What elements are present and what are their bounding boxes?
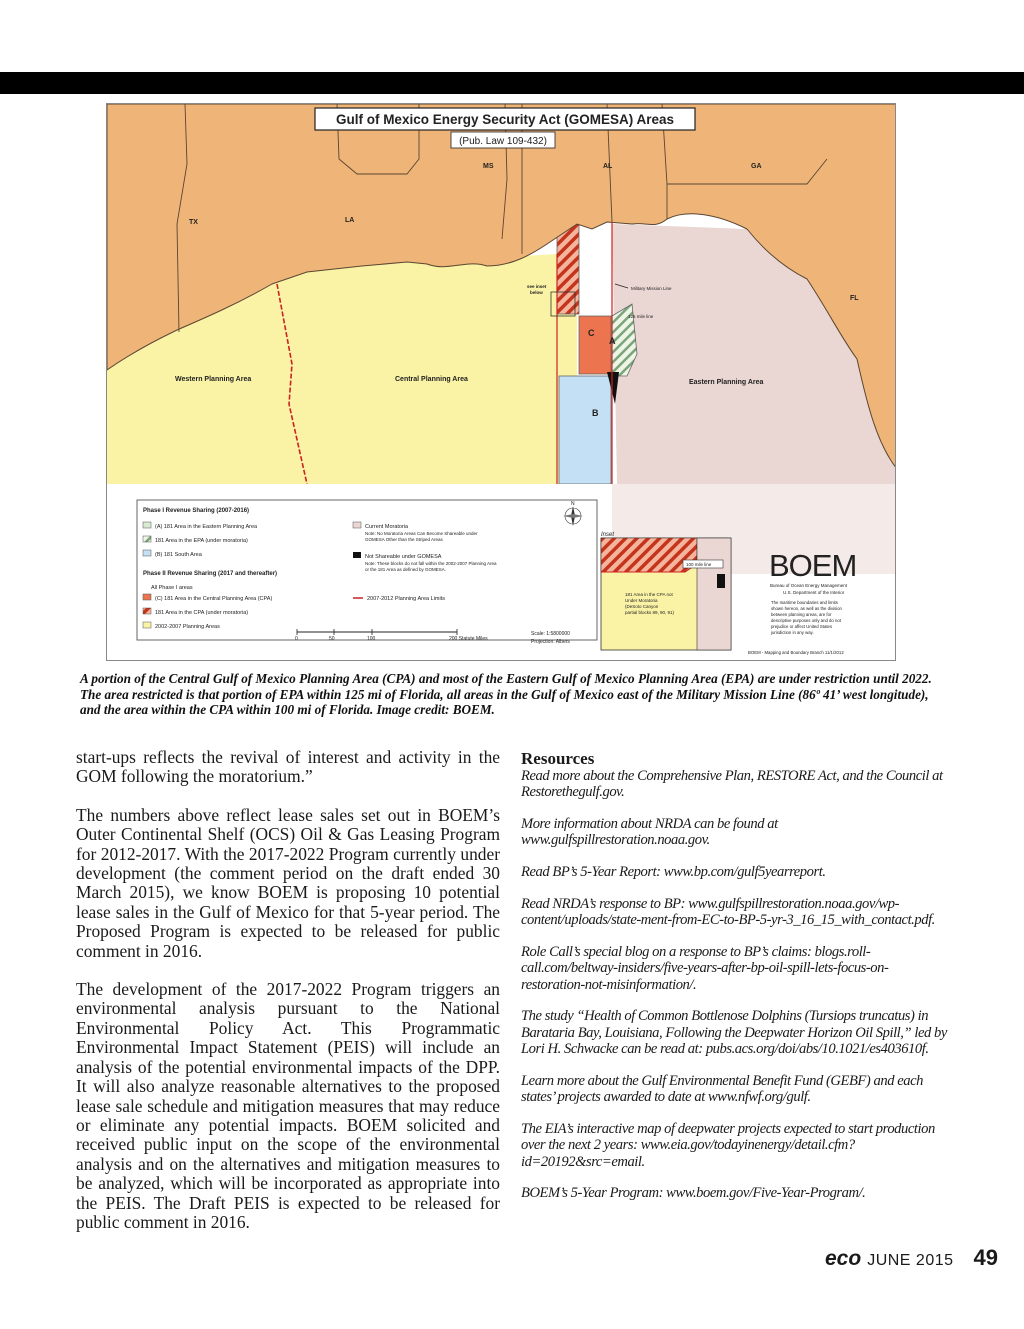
svg-text:shown hereon, as well as the d: shown hereon, as well as the division: [771, 606, 842, 611]
svg-text:(DeSoto Canyon: (DeSoto Canyon: [625, 604, 659, 609]
boem-logo: BOEM: [769, 548, 857, 583]
svg-text:(A) 181 Area in the Eastern Pl: (A) 181 Area in the Eastern Planning Area: [155, 524, 258, 530]
svg-text:2002-2007 Planning Areas: 2002-2007 Planning Areas: [155, 624, 220, 630]
top-black-bar: [0, 72, 1024, 94]
svg-text:prejudice or affect United Sta: prejudice or affect United States: [771, 624, 833, 629]
svg-text:Bureau of Ocean Energy Managem: Bureau of Ocean Energy Management: [770, 583, 848, 588]
state-ga: GA: [751, 163, 762, 170]
svg-text:N: N: [571, 501, 575, 507]
svg-text:Phase II Revenue Sharing (2017: Phase II Revenue Sharing (2017 and thereafter): [143, 571, 278, 577]
resources-heading: Resources: [521, 749, 595, 768]
see-inset-note: see inset: [527, 284, 547, 289]
svg-text:All Phase I areas: All Phase I areas: [151, 585, 193, 591]
state-la: LA: [345, 217, 355, 224]
svg-text:between planning areas, are fo: between planning areas, are for: [771, 612, 832, 617]
svg-text:jurisdiction in any way.: jurisdiction in any way.: [771, 630, 814, 635]
svg-text:BOEM - Mapping and Boundary Br: BOEM - Mapping and Boundary Branch 11/1/2012: [748, 650, 844, 655]
state-fl: FL: [850, 295, 859, 302]
map-caption: A portion of the Central Gulf of Mexico Planning Area (CPA) and most of the Eastern Gulf of Mexico Planning Area (EPA) are under restriction until 2022. The area restricted is that portion of EPA within 125 mi of Florida, all areas in the Gulf of Mexico east of the Military Mission Line (86º 41’ west longitude), and the area within the CPA within 100 mi of Florida. Image credit: BOEM.: [80, 671, 932, 717]
svg-text:The maritime boundaries and li: The maritime boundaries and limits: [771, 600, 838, 605]
area-c: [579, 316, 611, 374]
svg-text:100 mile line: 100 mile line: [686, 562, 712, 567]
label-western-planning: Western Planning Area: [175, 376, 252, 383]
svg-text:0: 0: [295, 636, 298, 642]
resource-item[interactable]: The study “Health of Common Bottlenose Dolphins (Tursiops truncatus) in Barataria Bay, Louisiana, Following the Deepwater Horizon Oil Spill,” led by Lori H. Schwacke can be read at: pubs.acs.org/doi/abs/10.1021/es403610f.: [521, 1008, 947, 1058]
issue-date: JUNE 2015: [867, 1252, 954, 1269]
resource-item[interactable]: Read NRDA’s response to BP: www.gulfspillrestoration.noaa.gov/wp-content/uploads/state-ment-from-EC-to-BP-5-yr-3_16_15_with_contact.pdf.: [521, 895, 935, 929]
svg-text:Under Moratoria: Under Moratoria: [625, 598, 658, 603]
article-paragraph: The numbers above reflect lease sales set out in BOEM’s Outer Continental Shelf (OCS) Oil & Gas Leasing Program for 2012-2017. With the 2017-2022 Program currently under development (the comment period on the draft ended 30 March 2015), we know BOEM is proposing 10 potential lease sales in the Gulf of Mexico for that 5-year period. The Proposed Program is expected to be released for public comment in 2016.: [76, 804, 500, 961]
resource-item[interactable]: The EIA’s interactive map of deepwater projects expected to start production over the next 2 years: www.eia.gov/todayinenergy/detail.cfm?id=20192&src=email.: [521, 1120, 935, 1170]
svg-text:partial blocks 89, 90, 91): partial blocks 89, 90, 91): [625, 610, 675, 615]
area-b: [559, 376, 611, 484]
resource-item[interactable]: Read BP’s 5-Year Report: www.bp.com/gulf5yearreport.: [521, 864, 826, 881]
military-line-label: Military Mission Line: [631, 286, 672, 291]
gomesa-map: [106, 103, 896, 661]
article-paragraph: start-ups reflects the revival of interest and activity in the GOM following the moratorium.”: [76, 747, 500, 787]
resource-item[interactable]: Learn more about the Gulf Environmental Benefit Fund (GEBF) and each states’ projects awarded to date at www.nfwf.org/gulf.: [521, 1072, 923, 1106]
map-inset: [601, 538, 731, 650]
state-tx: TX: [189, 219, 198, 226]
svg-text:Inset: Inset: [601, 532, 615, 538]
label-c: C: [588, 328, 595, 338]
125-mile-line-label: 125 mile line: [628, 314, 654, 319]
svg-text:Note: These blocks do not fall: Note: These blocks do not fall within the 2002-2007 Planning Area: [365, 561, 497, 566]
resource-item[interactable]: Read more about the Comprehensive Plan, RESTORE Act, and the Council at Restorethegulf.gov.: [521, 768, 943, 801]
svg-text:2007-2012 Planning Area Limits: 2007-2012 Planning Area Limits: [367, 596, 445, 602]
svg-text:181 Area in the EPA (under mor: 181 Area in the EPA (under moratoria): [155, 538, 248, 544]
svg-text:(B) 181 South Area: (B) 181 South Area: [155, 552, 202, 558]
svg-text:Current Moratoria: Current Moratoria: [365, 524, 409, 530]
resources-sidebar: [521, 750, 949, 1217]
svg-text:GOMESA Other than the Striped: GOMESA Other than the Striped Areas: [365, 537, 443, 542]
svg-text:U.S. Department of the Interio: U.S. Department of the Interior: [783, 590, 845, 595]
page-number: 49: [973, 1245, 998, 1270]
svg-text:181 Area in the CPA not: 181 Area in the CPA not: [625, 592, 673, 597]
label-eastern-planning: Eastern Planning Area: [689, 379, 764, 386]
magazine-logo: eco: [825, 1247, 862, 1270]
svg-text:100: 100: [367, 636, 376, 642]
svg-text:200 Statute Miles: 200 Statute Miles: [449, 636, 488, 642]
svg-text:Phase I Revenue Sharing (2007-: Phase I Revenue Sharing (2007-2016): [143, 508, 250, 514]
page-footer: [825, 1245, 998, 1271]
svg-text:below: below: [530, 290, 543, 295]
state-ms: MS: [483, 163, 494, 170]
label-a: A: [609, 336, 616, 346]
map-subtitle: (Pub. Law 109-432): [459, 136, 547, 147]
map-title: Gulf of Mexico Energy Security Act (GOMESA) Areas: [335, 112, 675, 127]
resource-item[interactable]: More information about NRDA can be found at www.gulfspillrestoration.noaa.gov.: [521, 816, 778, 849]
label-central-planning: Central Planning Area: [395, 376, 468, 383]
state-al: AL: [603, 163, 613, 170]
svg-text:Not Shareable under GOMESA: Not Shareable under GOMESA: [365, 554, 442, 560]
cpa-moratoria-stripe: [557, 224, 579, 314]
article-body: [76, 748, 500, 1251]
svg-text:Projection: Albers: Projection: Albers: [531, 639, 570, 645]
svg-text:or the 181 Area as defined by: or the 181 Area as defined by GOMESA.: [365, 567, 447, 572]
article-paragraph: The development of the 2017-2022 Program triggers an environmental analysis pursuant to the National Environmental Policy Act. This Programmatic Environmental Impact Statement (PEIS) will include an analysis of the potential environmental impacts of the DPP. It will also analyze reasonable alternatives to the proposed lease sale schedule and mitigation measures that may reduce or eliminate any potential impacts. BOEM solicited and received public input on the scope of the environmental analysis and on the alternatives and mitigation measures to be analyzed, which will be incorporated as appropriate into the PEIS. The Draft PEIS is expected to be released for public comment in 2016.: [76, 979, 500, 1232]
svg-text:Note: No Moratoria Areas Can B: Note: No Moratoria Areas Can Become Shareable under: [365, 531, 478, 536]
label-b: B: [592, 408, 599, 418]
svg-text:Scale: 1:5800000: Scale: 1:5800000: [531, 631, 570, 637]
svg-text:181 Area in the CPA (under mor: 181 Area in the CPA (under moratoria): [155, 610, 249, 616]
resource-item[interactable]: Role Call’s special blog on a response to BP’s claims: blogs.roll-call.com/beltway-insiders/five-years-after-bp-oil-spill-lets-focus-on-restoration-not-misinformation/.: [521, 944, 889, 993]
resource-item[interactable]: BOEM’s 5-Year Program: www.boem.gov/Five-Year-Program/.: [521, 1185, 866, 1202]
svg-text:descriptive purposes only and: descriptive purposes only and do not: [771, 618, 841, 623]
svg-text:50: 50: [329, 636, 335, 642]
svg-text:(C) 181 Area in the Central Pl: (C) 181 Area in the Central Planning Area (CPA): [155, 596, 273, 602]
